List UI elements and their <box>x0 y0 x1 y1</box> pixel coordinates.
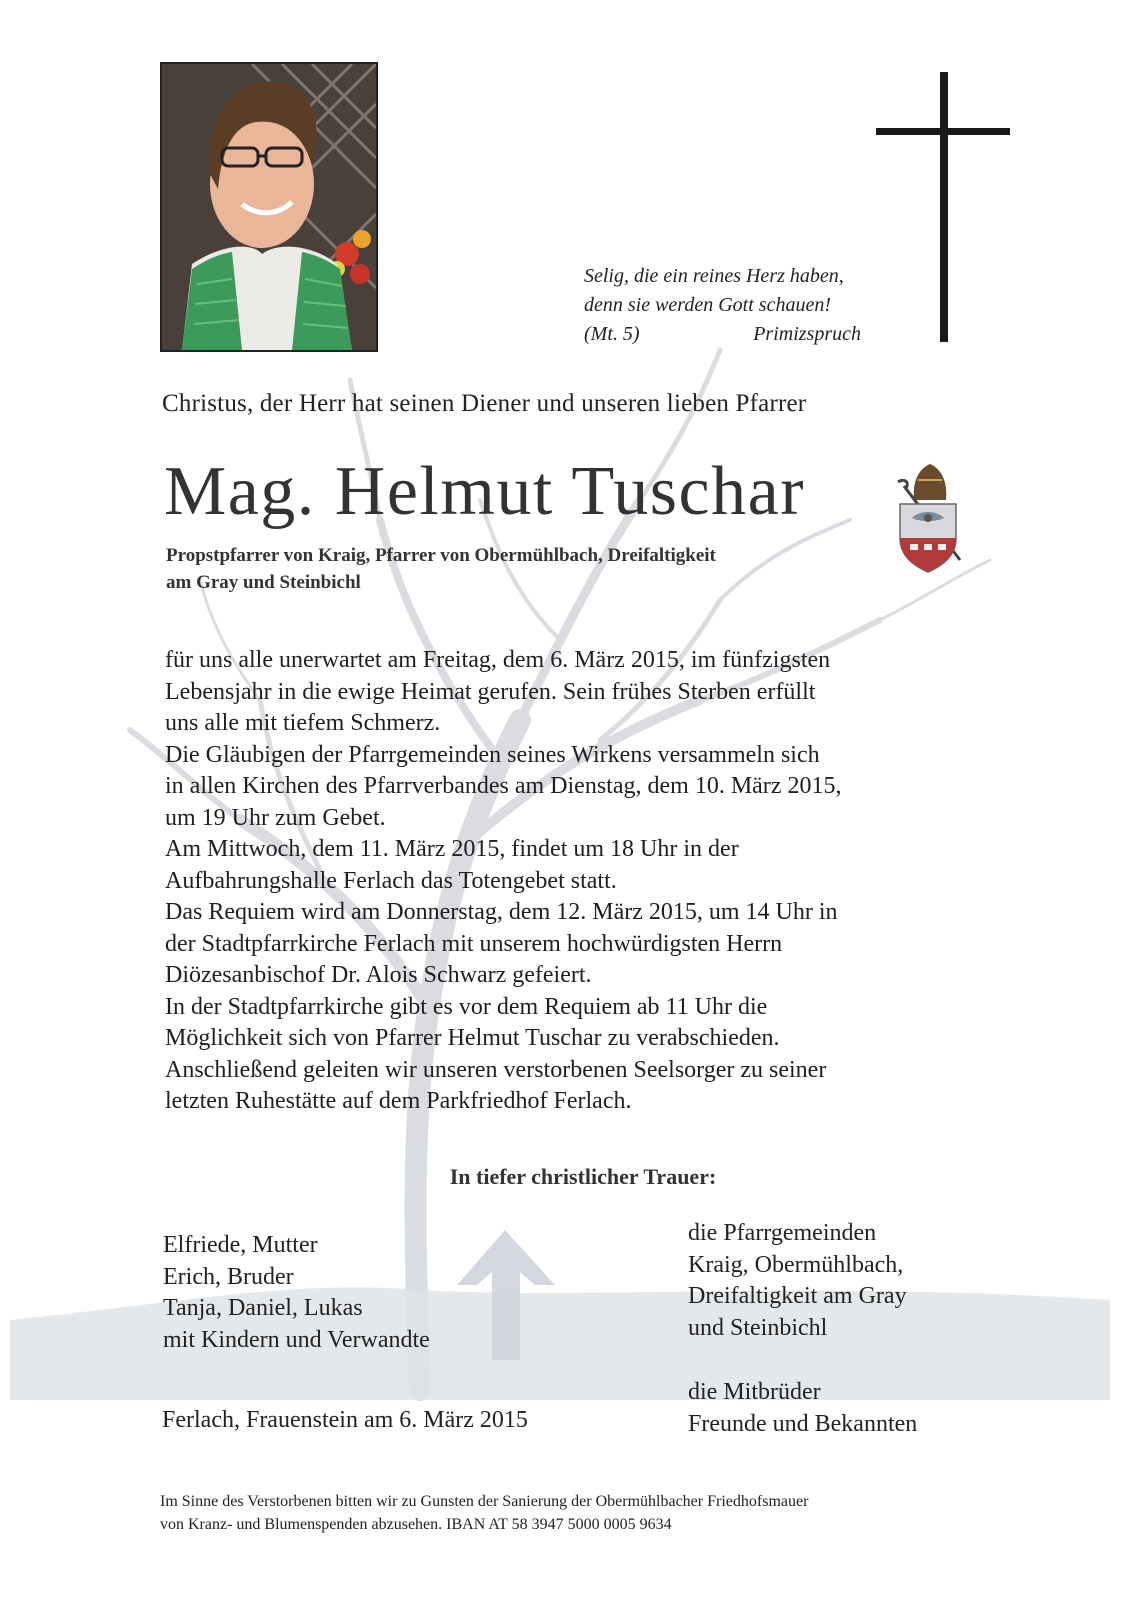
body-line: Aufbahrungshalle Ferlach das Totengebet statt. <box>165 867 617 894</box>
body-line: Das Requiem wird am Donnerstag, dem 12. März 2015, um 14 Uhr in <box>165 899 838 925</box>
parishes-list <box>688 1218 907 1344</box>
body-line: Die Gläubigen der Pfarrgemeinden seines Wirkens versammeln sich <box>165 741 820 768</box>
intro-line: Christus, der Herr hat seinen Diener und unseren lieben Pfarrer <box>162 390 807 417</box>
body-line: Am Mittwoch, dem 11. März 2015, findet um 18 Uhr in der <box>165 836 739 862</box>
quote-label: Primizspruch <box>753 323 861 345</box>
body-line: für uns alle unerwartet am Freitag, dem 6. März 2015, im fünfzigsten <box>165 647 831 673</box>
parish-line: und Steinbichl <box>688 1314 828 1341</box>
parish-line: Kraig, Obermühlbach, <box>688 1251 904 1278</box>
body-line: Lebensjahr in die ewige Heimat gerufen. Sein frühes Sterben erfüllt <box>165 678 816 705</box>
donation-note <box>160 1490 1040 1536</box>
body-line: uns alle mit tiefem Schmerz. <box>165 710 441 736</box>
cross-icon <box>870 70 1020 350</box>
primiz-quote <box>584 262 884 349</box>
family-member: Tanja, Daniel, Lukas <box>163 1295 363 1321</box>
body-line: In der Stadtpfarrkirche gibt es vor dem Requiem ab 11 Uhr die <box>165 993 768 1020</box>
body-line: Möglichkeit sich von Pfarrer Helmut Tuschar zu verabschieden. <box>165 1025 780 1051</box>
place-date: Ferlach, Frauenstein am 6. März 2015 <box>162 1407 528 1433</box>
coat-of-arms-icon <box>890 460 970 575</box>
quote-line-1: Selig, die ein reines Herz haben, <box>584 265 844 287</box>
mourning-heading: In tiefer christlicher Trauer: <box>449 1164 717 1189</box>
body-line: um 19 Uhr zum Gebet. <box>165 804 386 831</box>
deceased-titles <box>166 542 866 596</box>
footer-line-2: von Kranz- und Blumenspenden abzusehen. IBAN AT 58 3947 5000 0005 9634 <box>160 1516 672 1533</box>
body-line: Diözesanbischof Dr. Alois Schwarz gefeiert. <box>165 962 592 988</box>
title-line-2: am Gray und Steinbichl <box>166 572 361 593</box>
quote-reference-row <box>584 320 861 349</box>
parish-line: Dreifaltigkeit am Gray <box>688 1283 907 1309</box>
family-member: Elfriede, Mutter <box>163 1232 318 1258</box>
family-member: mit Kindern und Verwandte <box>163 1326 430 1353</box>
body-line: Anschließend geleiten wir unseren verstorbenen Seelsorger zu seiner <box>165 1056 827 1083</box>
title-line-1: Propstpfarrer von Kraig, Pfarrer von Obermühlbach, Dreifaltigkeit <box>166 545 716 566</box>
body-line: in allen Kirchen des Pfarrverbandes am Dienstag, dem 10. März 2015, <box>165 773 842 799</box>
friends-line: Freunde und Bekannten <box>688 1410 918 1437</box>
portrait-illustration <box>162 64 376 350</box>
portrait-photo <box>160 62 378 352</box>
footer-line-1: Im Sinne des Verstorbenen bitten wir zu Gunsten der Sanierung der Obermühlbacher Friedhofsmauer <box>160 1493 809 1510</box>
brothers-line: die Mitbrüder <box>688 1379 821 1405</box>
deceased-name: Mag. Helmut Tuschar <box>164 453 805 530</box>
family-member: Erich, Bruder <box>163 1263 294 1290</box>
quote-line-2: denn sie werden Gott schauen! <box>584 294 831 316</box>
quote-reference: (Mt. 5) <box>584 323 640 345</box>
announcement-body <box>165 645 995 1118</box>
brothers-friends-list <box>688 1377 917 1440</box>
body-line: der Stadtpfarrkirche Ferlach mit unserem hochwürdigsten Herrn <box>165 930 783 957</box>
parish-line: die Pfarrgemeinden <box>688 1220 877 1246</box>
body-line: letzten Ruhestätte auf dem Parkfriedhof Ferlach. <box>165 1088 632 1114</box>
family-list <box>163 1230 430 1356</box>
